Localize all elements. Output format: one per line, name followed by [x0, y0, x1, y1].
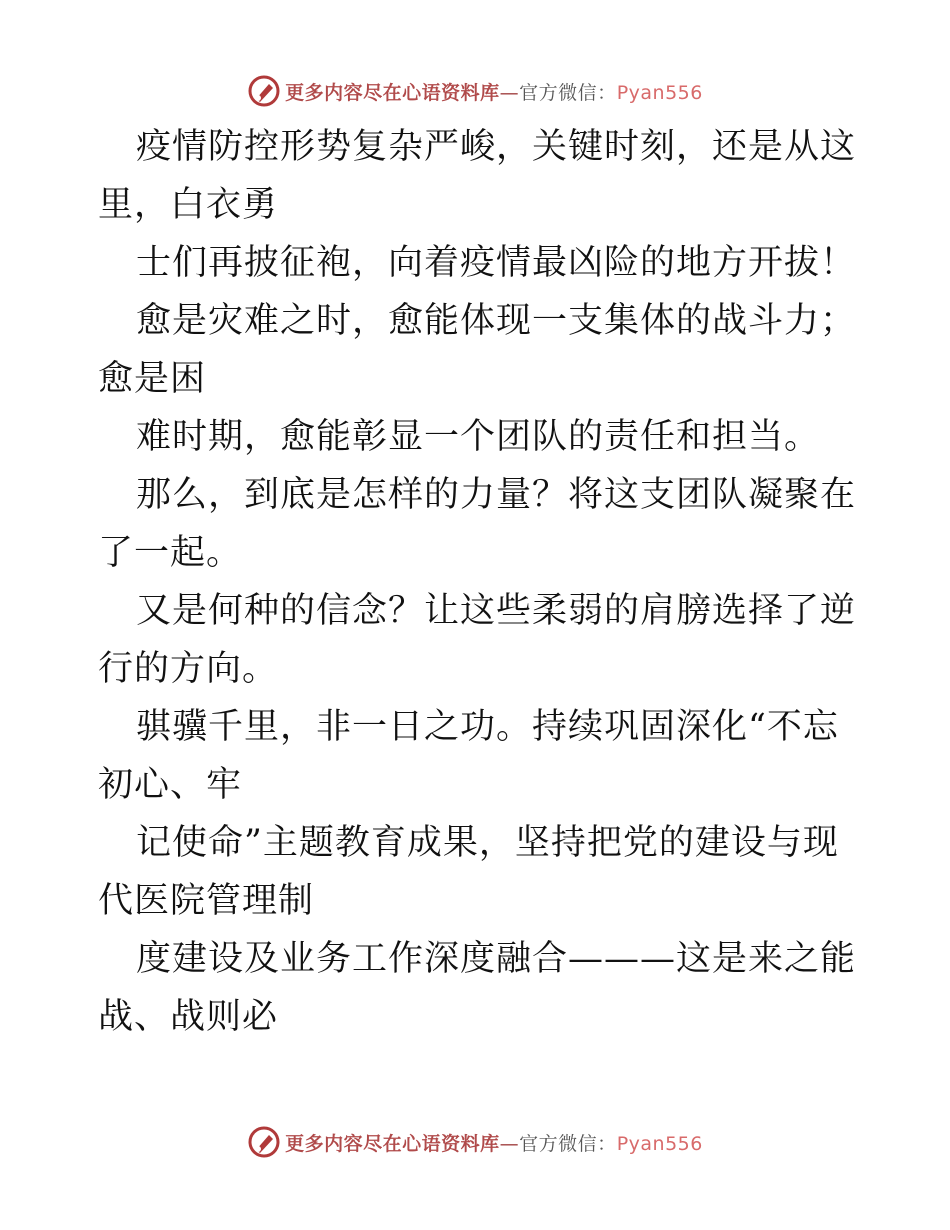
paragraph: 难时期，愈能彰显一个团队的责任和担当。: [136, 417, 821, 457]
header-site-name: 更多内容尽在心语资料库: [285, 81, 500, 104]
paragraph: 士们再披征袍，向着疫情最凶险的地方开拔！: [136, 243, 857, 283]
paragraph: 愈是灾难之时，愈能体现一支集体的战斗力；愈是困: [98, 301, 857, 399]
paragraph: 那么，到底是怎样的力量？将这支团队凝聚在了一起。: [98, 475, 857, 573]
document-body: [98, 118, 858, 1046]
paragraph: 疫情防控形势复杂严峻，关键时刻，还是从这里，白衣勇: [98, 127, 857, 225]
header-text: [285, 78, 703, 105]
pen-nib-logo-icon: [247, 74, 281, 108]
header-banner: [0, 71, 950, 111]
footer-wechat-id: Pyan556: [616, 1132, 703, 1155]
paragraph: 骐骥千里，非一日之功。持续巩固深化“不忘初心、牢: [98, 707, 839, 805]
header-wechat-id: Pyan556: [616, 81, 703, 104]
paragraph: 又是何种的信念？让这些柔弱的肩膀选择了逆行的方向。: [98, 591, 857, 689]
paragraph: 记使命”主题教育成果，坚持把党的建设与现代医院管理制: [98, 823, 839, 921]
footer-site-name: 更多内容尽在心语资料库: [285, 1132, 500, 1155]
footer-wechat-label: 官方微信：: [519, 1132, 617, 1155]
footer-text: [285, 1129, 703, 1156]
footer-banner: [0, 1122, 950, 1162]
pen-nib-logo-icon: [247, 1125, 281, 1159]
paragraph: 度建设及业务工作深度融合———这是来之能战、战则必: [98, 939, 857, 1037]
footer-dash: —: [499, 1132, 520, 1155]
header-dash: —: [499, 81, 520, 104]
header-wechat-label: 官方微信：: [519, 81, 617, 104]
